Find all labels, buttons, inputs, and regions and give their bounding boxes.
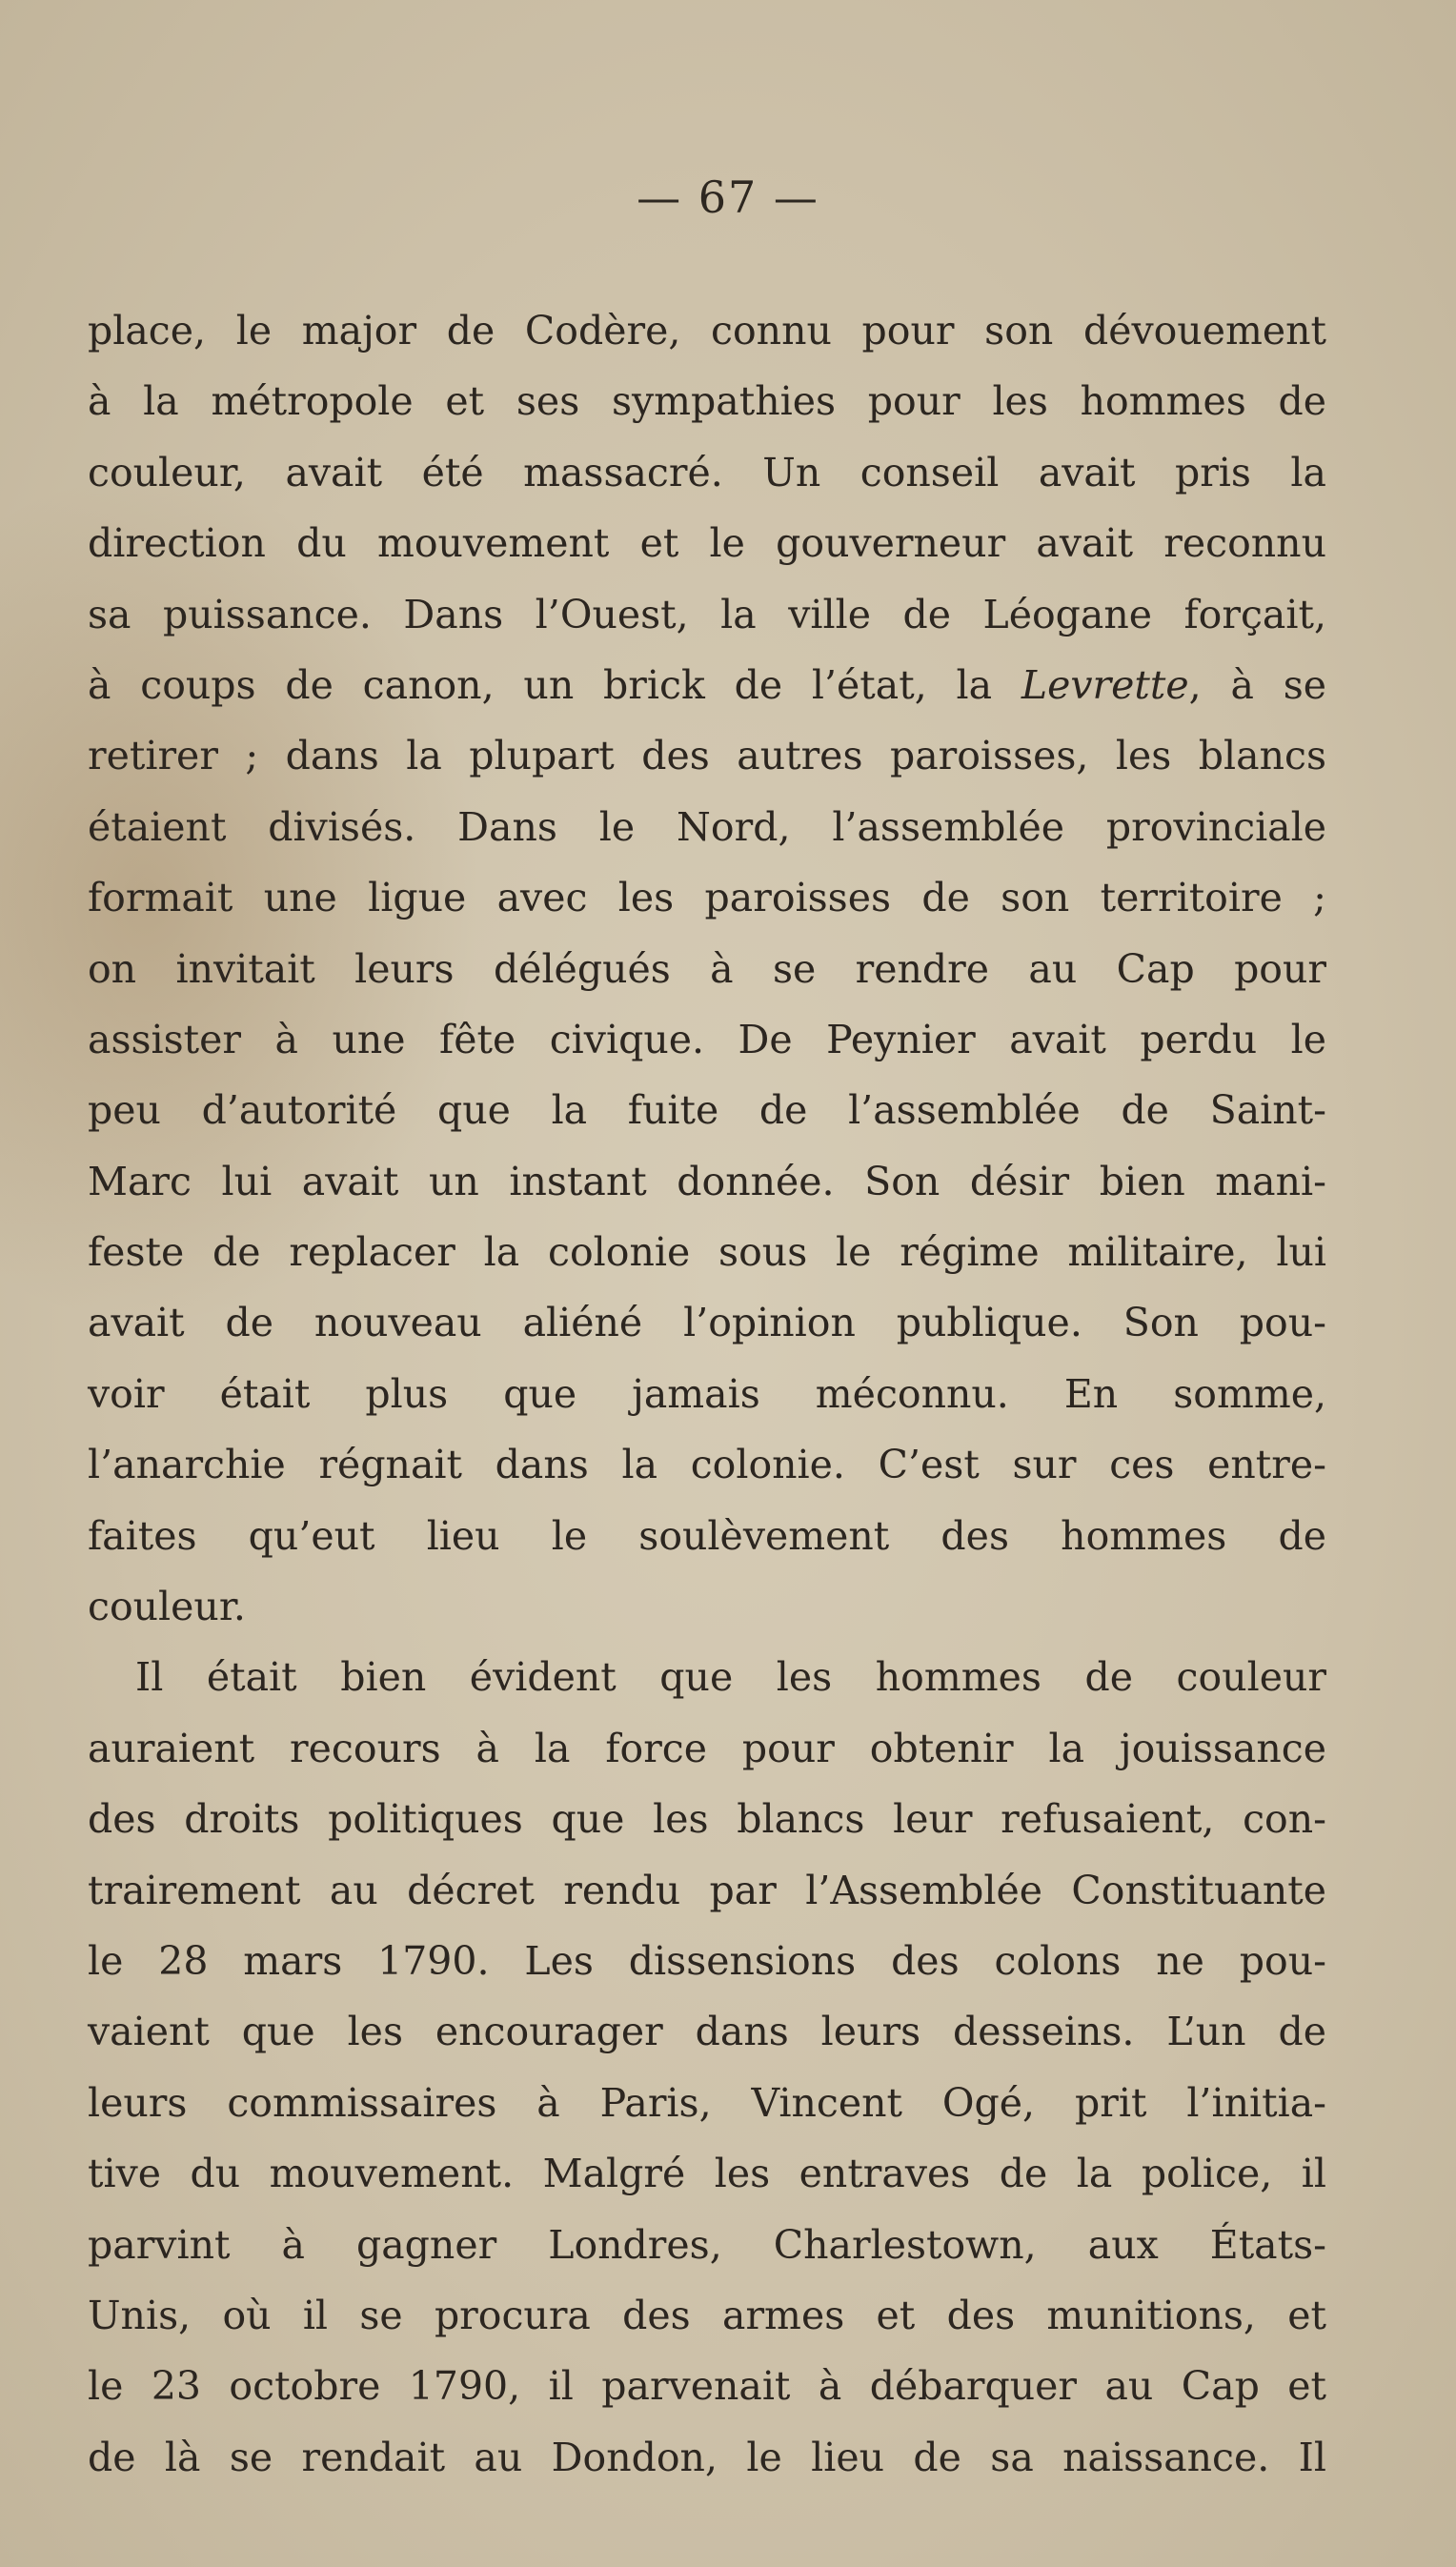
text-line: leurs commissaires à Paris, Vincent Ogé, prit l’initia- [88,2079,1326,2126]
text-line: on invitait leurs délégués à se rendre au Cap pour [88,945,1326,992]
text-line: direction du mouvement et le gouverneur avait reconnu [88,520,1326,567]
text-line: Unis, où il se procura des armes et des munitions, et [88,2292,1326,2338]
text-line: avait de nouveau aliéné l’opinion publique. Son pou- [88,1300,1326,1346]
text-segment: à coups de canon, un brick de l’état, la [88,661,1021,708]
ship-name-italic: Levrette [1021,661,1189,708]
text-segment: , à se [1188,661,1326,708]
text-line: sa puissance. Dans l’Ouest, la ville de Léogane forçait, [88,591,1326,637]
text-line: assister à une fête civique. De Peynier avait perdu le [88,1016,1326,1062]
text-line: retirer ; dans la plupart des autres paroisses, les blancs [88,733,1326,779]
text-line: Il était bien évident que les hommes de couleur [135,1654,1326,1701]
text-line: voir était plus que jamais méconnu. En somme, [88,1370,1326,1417]
text-line: Marc lui avait un instant donnée. Son désir bien mani- [88,1158,1326,1204]
text-line: vaient que les encourager dans leurs desseins. L’un de [88,2009,1326,2055]
page-number: — 67 — [637,172,819,223]
text-line: le 28 mars 1790. Les dissensions des colons ne pou- [88,1937,1326,1984]
text-line: le 23 octobre 1790, il parvenait à débarquer au Cap et [88,2363,1326,2410]
text-line: formait une ligue avec les paroisses de son territoire ; [88,875,1326,921]
text-line: place, le major de Codère, connu pour son dévouement [88,308,1326,354]
text-line: couleur, avait été massacré. Un conseil avait pris la [88,449,1326,495]
text-line: couleur. [88,1584,246,1630]
text-line: étaient divisés. Dans le Nord, l’assemblée provinciale [88,803,1326,850]
body-text [88,295,1326,2493]
text-line [88,650,1326,720]
text-line: tive du mouvement. Malgré les entraves de la police, il [88,2151,1326,2197]
text-line: à la métropole et ses sympathies pour les hommes de [88,378,1326,425]
text-line: parvint à gagner Londres, Charlestown, aux États- [88,2221,1326,2268]
text-line: feste de replacer la colonie sous le régime militaire, lui [88,1229,1326,1276]
text-line: de là se rendait au Dondon, le lieu de sa naissance. Il [88,2434,1326,2480]
text-line: peu d’autorité que la fuite de l’assemblée de Saint- [88,1087,1326,1134]
text-line: des droits politiques que les blancs leur refusaient, con- [88,1796,1326,1843]
text-line: trairement au décret rendu par l’Assemblée Constituante [88,1867,1326,1913]
text-line: faites qu’eut lieu le soulèvement des hommes de [88,1512,1326,1559]
text-line: l’anarchie régnait dans la colonie. C’est sur ces entre- [88,1442,1326,1488]
text-line: auraient recours à la force pour obtenir la jouissance [88,1725,1326,1771]
